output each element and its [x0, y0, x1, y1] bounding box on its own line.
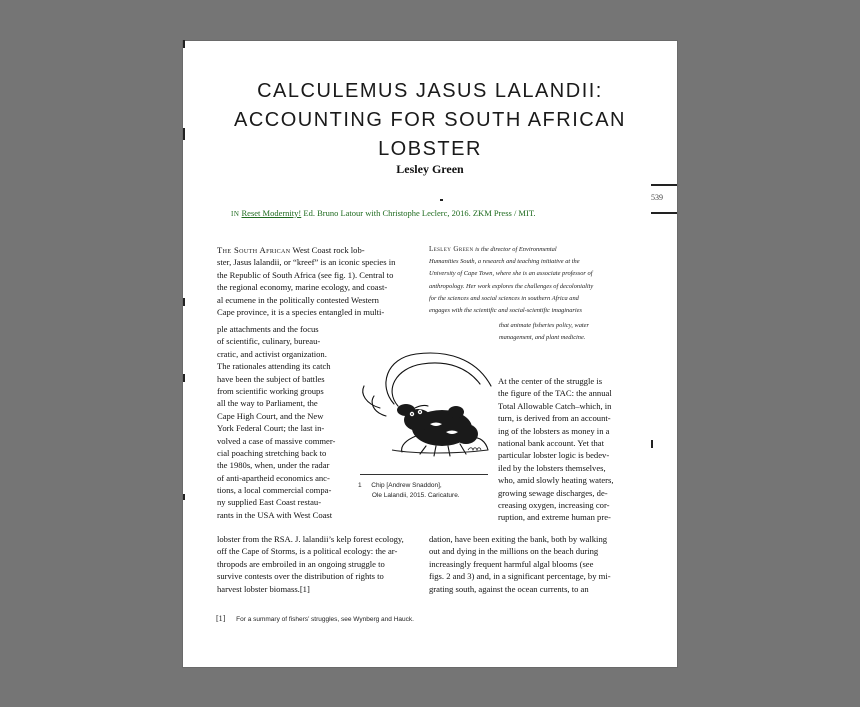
- body-right-wrap: [498, 375, 614, 524]
- crop-mark: [651, 440, 653, 448]
- body-line: ple attachments and the focus: [217, 324, 319, 334]
- crop-mark: [183, 374, 185, 382]
- body-line: ster, Jasus lalandii, or “kreef” is an iconic species in: [217, 257, 396, 268]
- figure-caption: [358, 481, 460, 501]
- body-line: off the Cape of Storms, is a political ecology: the ar-: [217, 546, 398, 557]
- crop-mark: [183, 40, 185, 48]
- body-line: cratic, and activist organization.: [217, 348, 327, 359]
- figure-caption-line-1: Chip [Andrew Snaddon],: [371, 482, 442, 489]
- body-line: turn, is derived from an account-: [498, 413, 611, 424]
- body-line: al ecumene in the politically contested Western: [217, 294, 379, 305]
- body-line: ing of the lobsters as money in a: [498, 425, 610, 436]
- body-line: The South African West Coast rock lob-: [217, 245, 365, 255]
- author-bio: [429, 243, 593, 317]
- separator-dot: [440, 199, 443, 201]
- title-line-2: ACCOUNTING FOR SOUTH AFRICAN: [233, 109, 626, 131]
- title-line-1: CALCULEMUS JASUS LALANDII:: [257, 80, 603, 102]
- body-line: growing sewage discharges, de-: [498, 487, 608, 498]
- page-number: 539: [651, 193, 663, 202]
- crop-mark: [183, 494, 185, 500]
- body-line: national bank account. Yet that: [498, 437, 604, 448]
- body-line: Total Allowable Catch–which, in: [498, 400, 612, 411]
- article-title: [183, 77, 677, 164]
- body-line: The rationales attending its catch: [217, 361, 331, 372]
- bio-line: that animate fisheries policy, water: [499, 322, 589, 329]
- body-line: York Federal Court; the last in-: [217, 423, 325, 434]
- body-line: of anti-apartheid economics anc-: [217, 472, 330, 483]
- bio-line: Humanities South, a research and teaching initiative at the: [429, 258, 580, 266]
- crop-mark: [651, 184, 677, 186]
- body-line: figs. 2 and 3) and, in a significant percentage, by mi-: [429, 571, 611, 582]
- author-bio-wrap: [499, 320, 589, 344]
- body-line: the Republic of South Africa (see fig. 1). Central to: [217, 269, 394, 280]
- body-line: tions, a local commercial compa-: [217, 485, 332, 496]
- body-line: from scientific working groups: [217, 385, 324, 396]
- footnote-number: [1]: [216, 614, 226, 623]
- bio-line: for the sciences and social sciences in southern Africa and: [429, 294, 579, 302]
- bio-name: Lesley Green: [429, 245, 474, 253]
- title-line-3: LOBSTER: [378, 138, 482, 160]
- body-line: have been the subject of battles: [217, 373, 325, 384]
- bio-line: engages with the scientific and social-scientific imaginaries: [429, 307, 582, 315]
- body-line: ny supplied East Coast restau-: [217, 497, 322, 508]
- body-line: volved a case of massive commer-: [217, 435, 336, 446]
- lead-in: The South African: [217, 245, 291, 255]
- body-line: who, amid slowly heating waters,: [498, 475, 614, 486]
- body-left-top: [217, 244, 395, 318]
- crop-mark: [183, 128, 185, 140]
- body-line: rants in the USA with West Coast: [217, 509, 333, 520]
- bio-line: Lesley Green is the director of Environmental: [429, 245, 557, 253]
- author-name: Lesley Green: [396, 162, 464, 176]
- body-line: the figure of the TAC: the annual: [498, 388, 612, 399]
- lobster-caricature-image: [356, 346, 498, 458]
- body-line: all the way to Parliament, the: [217, 398, 318, 409]
- body-line: thropods are embroiled in an ongoing struggle to: [217, 558, 385, 569]
- crop-mark: [651, 212, 677, 214]
- body-line: particular lobster logic is bedev-: [498, 450, 610, 461]
- body-left-wrap: [217, 323, 335, 521]
- body-line: creasing oxygen, increasing cor-: [498, 499, 610, 510]
- source-citation: [231, 208, 651, 218]
- body-line: dation, have been exiting the bank, both by walking: [429, 534, 608, 544]
- body-line: At the center of the struggle is: [498, 376, 603, 386]
- body-line: Cape High Court, and the New: [217, 410, 324, 421]
- body-line: the regional economy, marine ecology, and coast-: [217, 282, 388, 293]
- figure-number: 1: [358, 482, 362, 489]
- body-line: out and dying in the millions on the beach during: [429, 546, 599, 557]
- footnote: [216, 614, 414, 623]
- body-right-bottom: [429, 533, 611, 595]
- body-line: the 1980s, when, under the radar: [217, 460, 330, 471]
- figure-caption-line-2: Ole Lalandii, 2015. Caricature.: [371, 492, 460, 499]
- figure-rule: [360, 474, 488, 475]
- body-line: survive contests over the distribution of rights to: [217, 571, 384, 582]
- source-book-link[interactable]: Reset Modernity!: [241, 208, 302, 218]
- body-line: iled by the lobsters themselves,: [498, 462, 606, 473]
- body-line: of scientific, culinary, bureau-: [217, 336, 321, 347]
- bio-line: management, and plant medicine.: [499, 334, 586, 342]
- footnote-text: For a summary of fishers’ struggles, see Wynberg and Hauck.: [236, 616, 414, 623]
- body-line: cial poaching stretching back to: [217, 447, 327, 458]
- body-line: grating south, against the ocean currents, to an: [429, 583, 589, 594]
- crop-mark: [183, 298, 185, 306]
- source-details: Ed. Bruno Latour with Christophe Leclerc, 2016. ZKM Press / MIT.: [301, 208, 536, 218]
- body-line: lobster from the RSA. J. lalandii’s kelp forest ecology,: [217, 534, 404, 544]
- body-line: ruption, and extreme human pre-: [498, 512, 611, 523]
- bio-line: University of Cape Town, where she is an associate professor of: [429, 270, 593, 278]
- body-line: increasingly frequent harmful algal blooms (see: [429, 558, 594, 569]
- body-line: harvest lobster biomass.[1]: [217, 583, 310, 594]
- body-line: Cape province, it is a species entangled in multi-: [217, 306, 385, 317]
- body-left-bottom: [217, 533, 404, 595]
- bio-line: anthropology. Her work explores the challenges of decoloniality: [429, 282, 594, 290]
- source-in-label: IN: [231, 210, 240, 218]
